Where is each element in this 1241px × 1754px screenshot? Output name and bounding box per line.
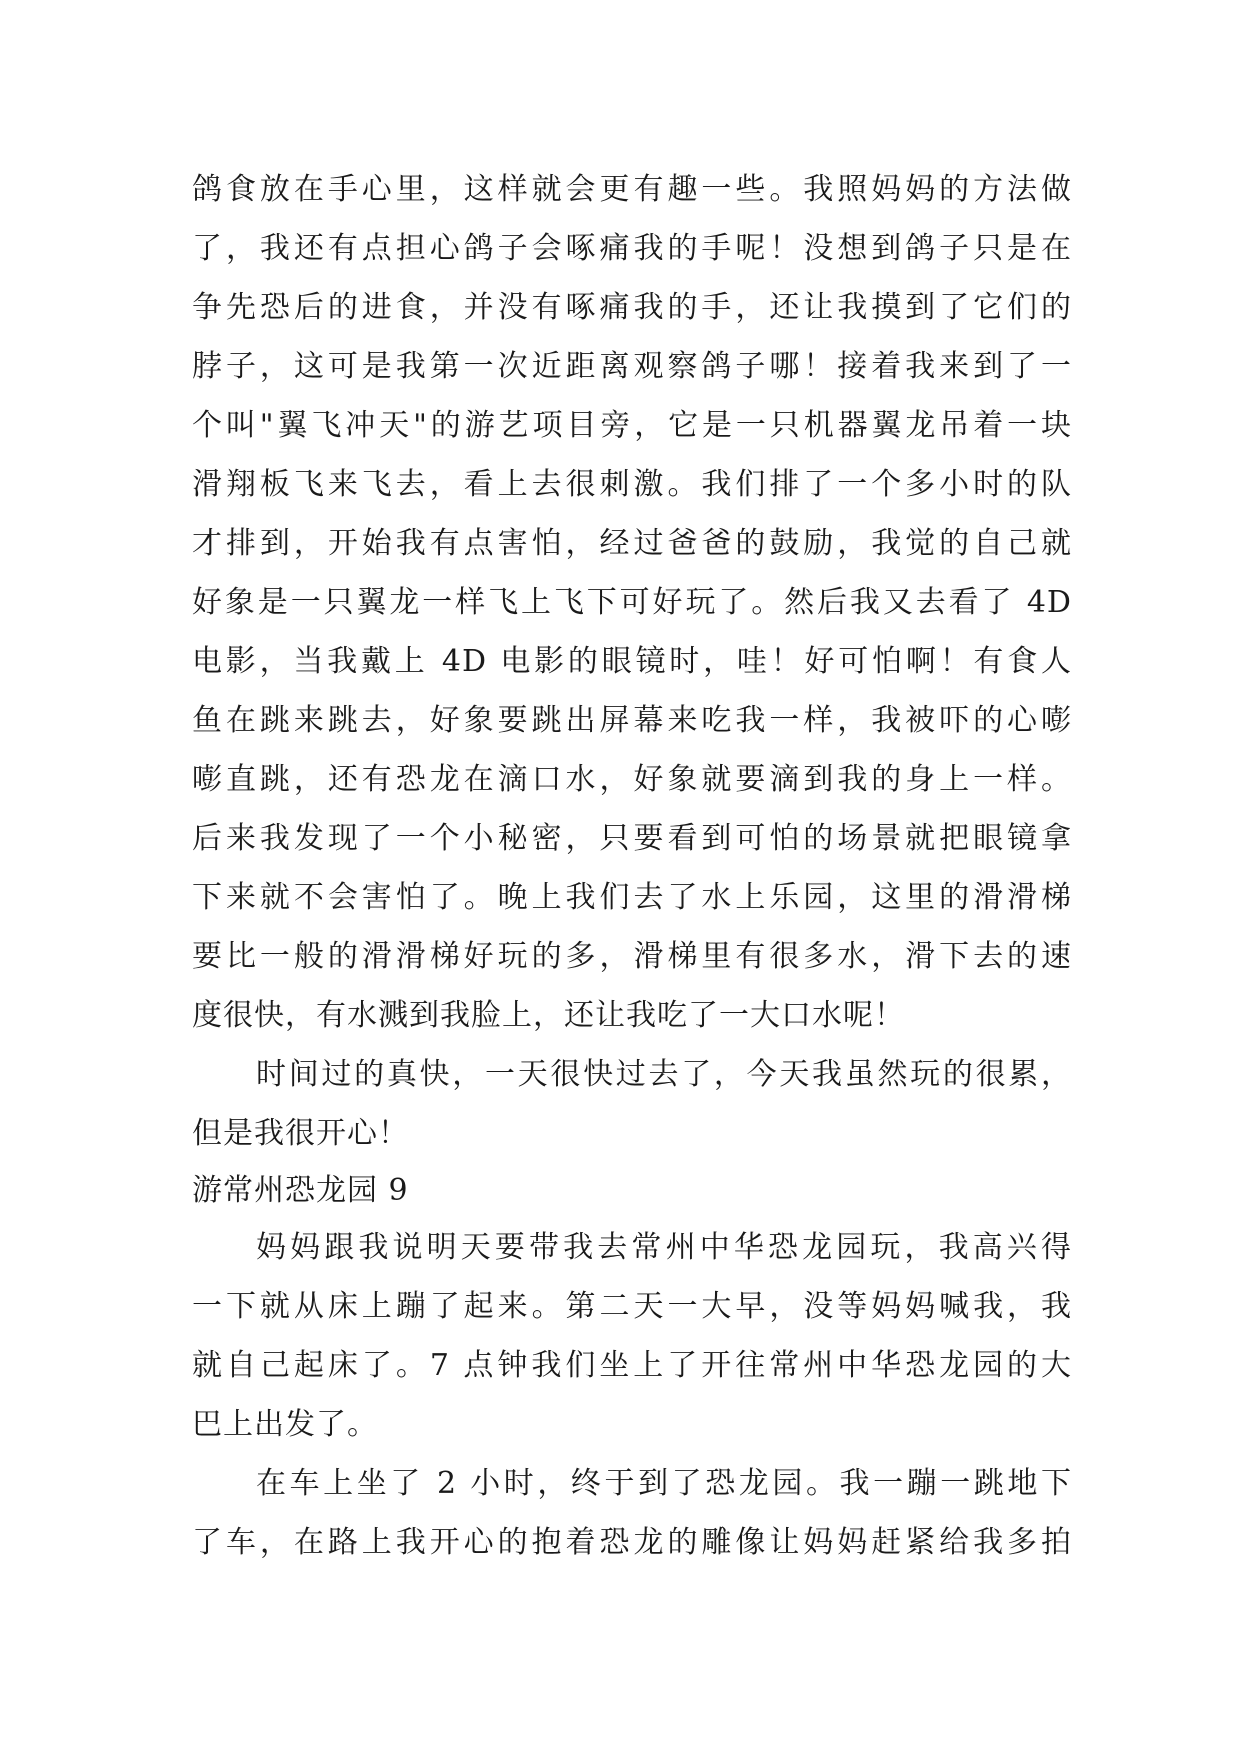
text-line: 巴上出发了。: [192, 1407, 378, 1442]
paragraph-start-line: 妈妈跟我说明天要带我去常州中华恐龙园玩，我高兴得: [256, 1230, 1072, 1265]
paragraph-start-line: 在车上坐了 2 小时，终于到了恐龙园。我一蹦一跳地下: [256, 1466, 1072, 1501]
document-body: [192, 160, 1072, 1572]
text-line: 了，我还有点担心鸽子会啄痛我的手呢！没想到鸽子只是在: [192, 231, 1072, 266]
section-title: 游常州恐龙园 9: [192, 1173, 409, 1208]
text-line: 但是我很开心！: [192, 1116, 409, 1151]
text-line: 要比一般的滑滑梯好玩的多，滑梯里有很多水，滑下去的速: [192, 939, 1072, 974]
text-line: 脖子，这可是我第一次近距离观察鸽子哪！接着我来到了一: [192, 349, 1072, 384]
text-line: 争先恐后的进食，并没有啄痛我的手，还让我摸到了它们的: [192, 290, 1072, 325]
text-line: 个叫"翼飞冲天"的游艺项目旁，它是一只机器翼龙吊着一块: [192, 408, 1072, 443]
text-line: 就自己起床了。7 点钟我们坐上了开往常州中华恐龙园的大: [192, 1348, 1072, 1383]
paragraph-start-line: 时间过的真快，一天很快过去了，今天我虽然玩的很累，: [256, 1057, 1072, 1092]
text-line: 后来我发现了一个小秘密，只要看到可怕的场景就把眼镜拿: [192, 821, 1072, 856]
text-line: 好象是一只翼龙一样飞上飞下可好玩了。然后我又去看了 4D: [192, 585, 1072, 620]
text-line: 了车，在路上我开心的抱着恐龙的雕像让妈妈赶紧给我多拍: [192, 1525, 1072, 1560]
text-line: 鸽食放在手心里，这样就会更有趣一些。我照妈妈的方法做: [192, 172, 1072, 207]
text-line: 鱼在跳来跳去，好象要跳出屏幕来吃我一样，我被吓的心嘭: [192, 703, 1072, 738]
text-line: 电影，当我戴上 4D 电影的眼镜时，哇！好可怕啊！有食人: [192, 644, 1072, 679]
text-line: 才排到，开始我有点害怕，经过爸爸的鼓励，我觉的自己就: [192, 526, 1072, 561]
text-line: 滑翔板飞来飞去，看上去很刺激。我们排了一个多小时的队: [192, 467, 1072, 502]
text-line: 一下就从床上蹦了起来。第二天一大早，没等妈妈喊我，我: [192, 1289, 1072, 1324]
text-line: 嘭直跳，还有恐龙在滴口水，好象就要滴到我的身上一样。: [192, 762, 1072, 797]
text-line: 度很快，有水溅到我脸上，还让我吃了一大口水呢！: [192, 998, 905, 1033]
text-line: 下来就不会害怕了。晚上我们去了水上乐园，这里的滑滑梯: [192, 880, 1072, 915]
